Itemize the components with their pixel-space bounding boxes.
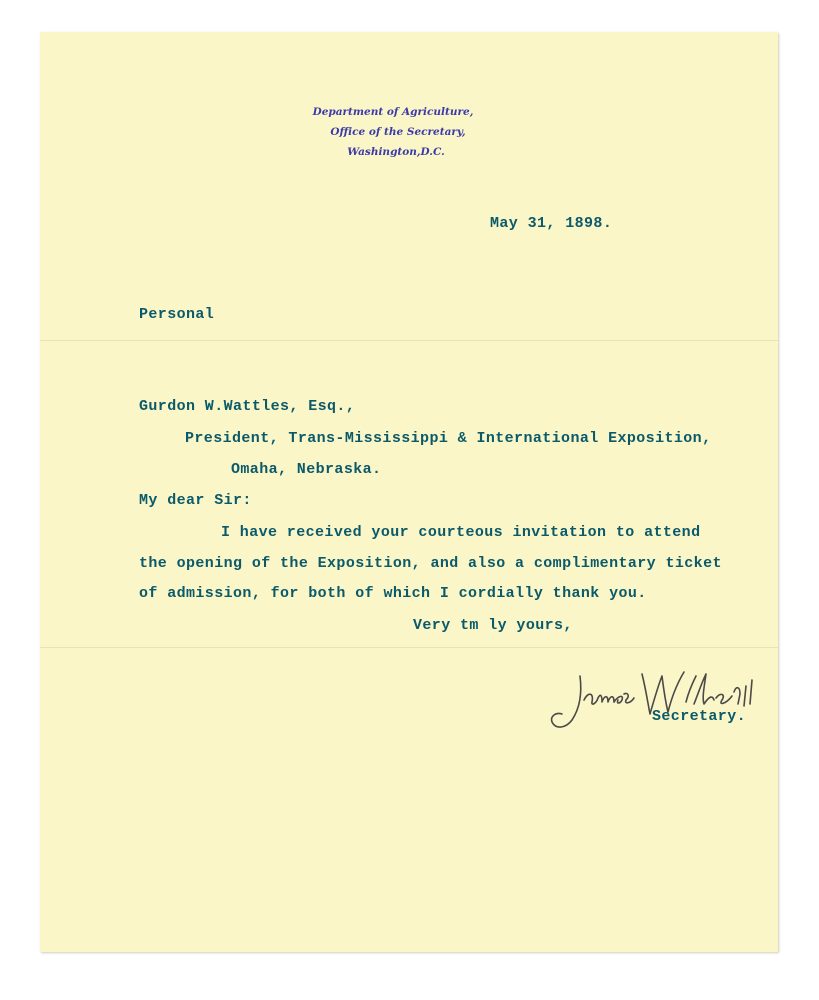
fold-line [40, 647, 778, 648]
letter-date: May 31, 1898. [490, 215, 613, 232]
body-line-3: of admission, for both of which I cordially thank you. [139, 585, 647, 602]
recipient-name: Gurdon W.Wattles, Esq., [139, 398, 356, 415]
personal-marking: Personal [139, 306, 215, 323]
recipient-location: Omaha, Nebraska. [231, 461, 382, 478]
recipient-title: President, Trans-Mississippi & International Exposition, [185, 430, 712, 447]
body-line-1: I have received your courteous invitation to attend [221, 524, 701, 541]
body-line-2: the opening of the Exposition, and also a complimentary ticket [139, 555, 722, 572]
letterhead-department: Department of Agriculture, [312, 106, 474, 118]
letterhead-city: Washington,D.C. [347, 146, 445, 158]
letterhead [308, 102, 508, 162]
letter-page [40, 32, 778, 952]
letterhead-office: Office of the Secretary, [330, 126, 466, 138]
bleed-through-mark: ​ [398, 472, 402, 505]
salutation: My dear Sir: [139, 492, 252, 509]
closing: Very tm ly yours, [413, 617, 573, 634]
fold-line [40, 340, 778, 341]
signer-title: Secretary. [652, 708, 747, 725]
